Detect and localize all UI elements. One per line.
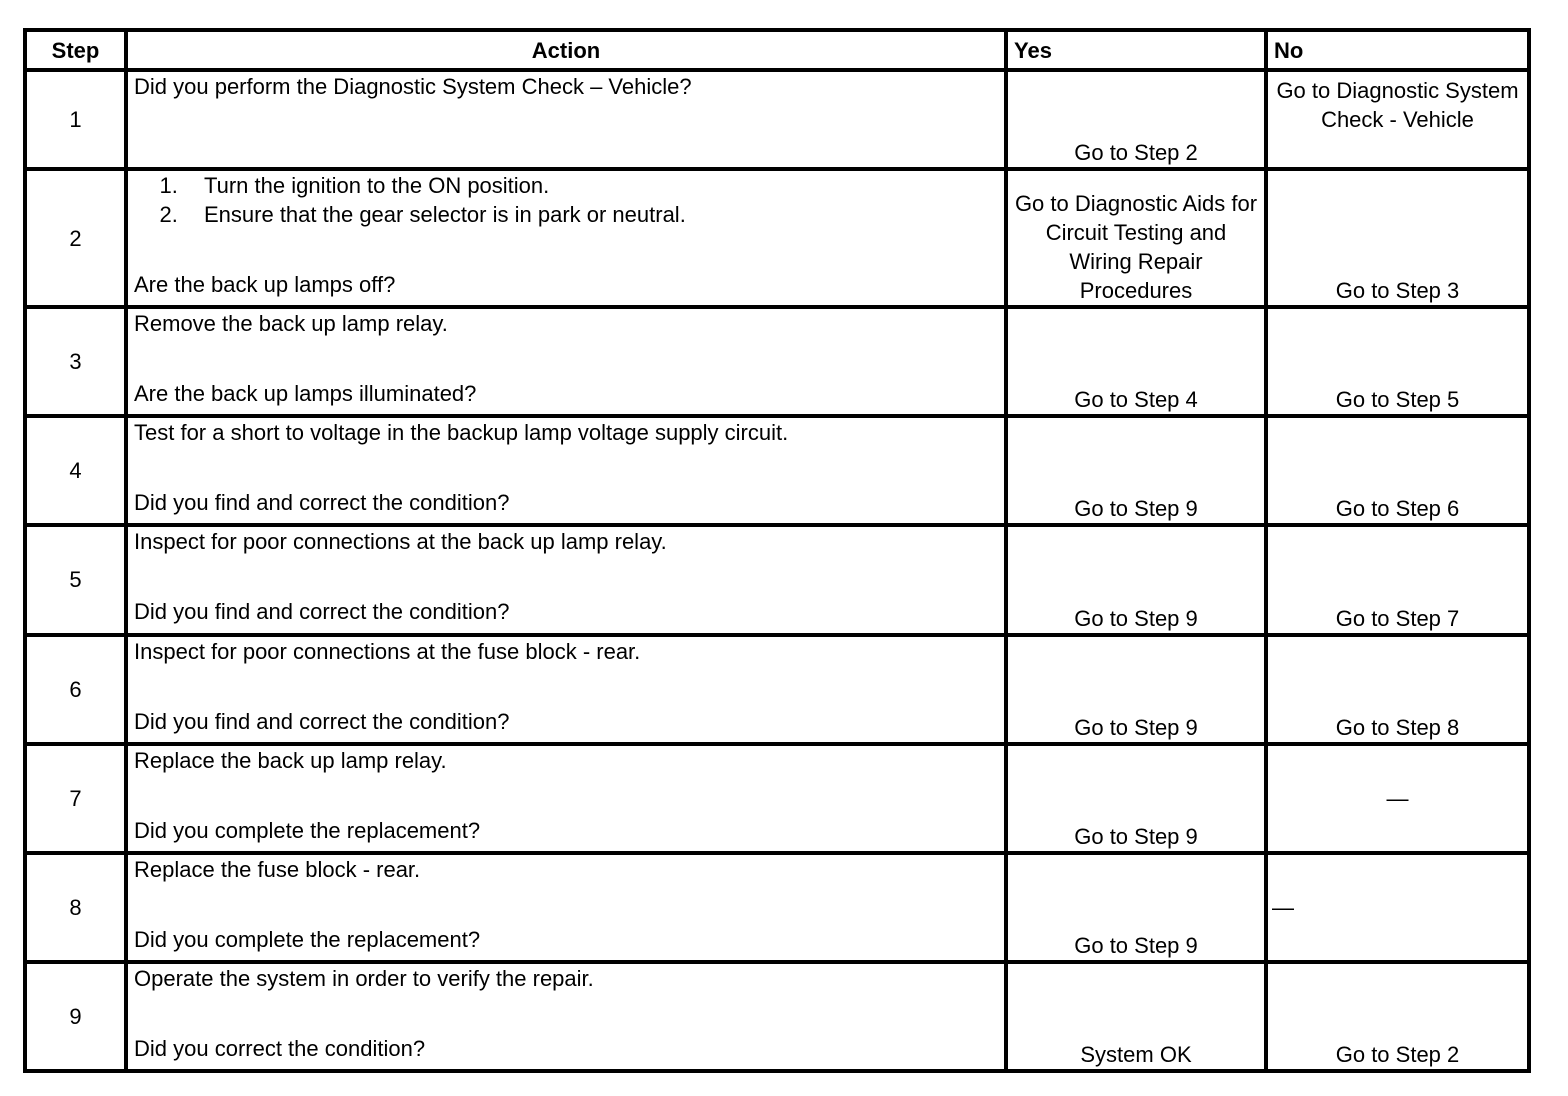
table-row xyxy=(25,744,1529,853)
no-cell: Go to Step 7 xyxy=(1266,525,1529,634)
action-cell xyxy=(126,70,1006,169)
action-instruction: Replace the back up lamp relay. xyxy=(134,747,447,773)
table-row xyxy=(25,635,1529,744)
table-row xyxy=(25,853,1529,962)
yes-cell: Go to Step 2 xyxy=(1006,70,1266,169)
yes-cell: Go to Diagnostic Aids for Circuit Testing and Wiring Repair Procedures xyxy=(1006,169,1266,307)
no-cell-dash: — xyxy=(1266,744,1529,853)
action-question: Did you complete the replacement? xyxy=(134,926,481,952)
action-question: Are the back up lamps off? xyxy=(134,272,396,298)
action-instruction: Replace the fuse block - rear. xyxy=(134,856,421,882)
action-cell xyxy=(126,744,1006,853)
action-instruction: Inspect for poor connections at the back up lamp relay. xyxy=(134,529,667,555)
table-row xyxy=(25,307,1529,416)
header-yes: Yes xyxy=(1006,30,1266,70)
step-number: 3 xyxy=(25,307,126,416)
table-row xyxy=(25,70,1529,169)
action-question: Are the back up lamps illuminated? xyxy=(134,381,477,407)
no-cell: Go to Step 5 xyxy=(1266,307,1529,416)
no-cell: Go to Step 2 xyxy=(1266,962,1529,1071)
header-action: Action xyxy=(126,30,1006,70)
step-number: 7 xyxy=(25,744,126,853)
action-instruction: Remove the back up lamp relay. xyxy=(134,311,448,337)
step-number: 2 xyxy=(25,169,126,307)
step-number: 9 xyxy=(25,962,126,1071)
action-step-item: 1. Turn the ignition to the ON position. xyxy=(184,171,998,200)
yes-cell: Go to Step 4 xyxy=(1006,307,1266,416)
action-cell xyxy=(126,169,1006,307)
action-question: Did you find and correct the condition? xyxy=(134,490,510,516)
header-step: Step xyxy=(25,30,126,70)
yes-cell: Go to Step 9 xyxy=(1006,525,1266,634)
header-no: No xyxy=(1266,30,1529,70)
action-instruction: Did you perform the Diagnostic System Check – Vehicle? xyxy=(134,74,692,99)
action-cell xyxy=(126,416,1006,525)
diagnostic-table xyxy=(23,28,1531,1073)
action-cell xyxy=(126,307,1006,416)
step-number: 8 xyxy=(25,853,126,962)
action-cell xyxy=(126,525,1006,634)
yes-cell: Go to Step 9 xyxy=(1006,635,1266,744)
yes-cell: Go to Step 9 xyxy=(1006,416,1266,525)
yes-cell: Go to Step 9 xyxy=(1006,853,1266,962)
no-cell: Go to Step 3 xyxy=(1266,169,1529,307)
action-instruction: Test for a short to voltage in the backup lamp voltage supply circuit. xyxy=(134,420,789,446)
step-number: 4 xyxy=(25,416,126,525)
action-question: Did you correct the condition? xyxy=(134,1035,426,1061)
action-question: Did you find and correct the condition? xyxy=(134,599,510,625)
action-question: Did you find and correct the condition? xyxy=(134,708,510,734)
yes-cell: Go to Step 9 xyxy=(1006,744,1266,853)
action-instruction: Operate the system in order to verify the repair. xyxy=(134,965,594,991)
table-row xyxy=(25,962,1529,1071)
action-cell xyxy=(126,635,1006,744)
table-row xyxy=(25,525,1529,634)
action-step-item: 2. Ensure that the gear selector is in park or neutral. xyxy=(184,200,998,229)
no-cell: Go to Diagnostic System Check - Vehicle xyxy=(1266,70,1529,169)
step-number: 6 xyxy=(25,635,126,744)
action-steps-list xyxy=(134,171,998,229)
table-row xyxy=(25,416,1529,525)
step-number: 5 xyxy=(25,525,126,634)
no-cell: Go to Step 6 xyxy=(1266,416,1529,525)
no-cell: Go to Step 8 xyxy=(1266,635,1529,744)
no-cell-dash: — xyxy=(1266,853,1529,962)
header-row xyxy=(25,30,1529,70)
action-cell xyxy=(126,962,1006,1071)
action-question: Did you complete the replacement? xyxy=(134,817,481,843)
yes-cell: System OK xyxy=(1006,962,1266,1071)
table-row xyxy=(25,169,1529,307)
action-instruction: Inspect for poor connections at the fuse block - rear. xyxy=(134,638,641,664)
action-cell xyxy=(126,853,1006,962)
step-number: 1 xyxy=(25,70,126,169)
